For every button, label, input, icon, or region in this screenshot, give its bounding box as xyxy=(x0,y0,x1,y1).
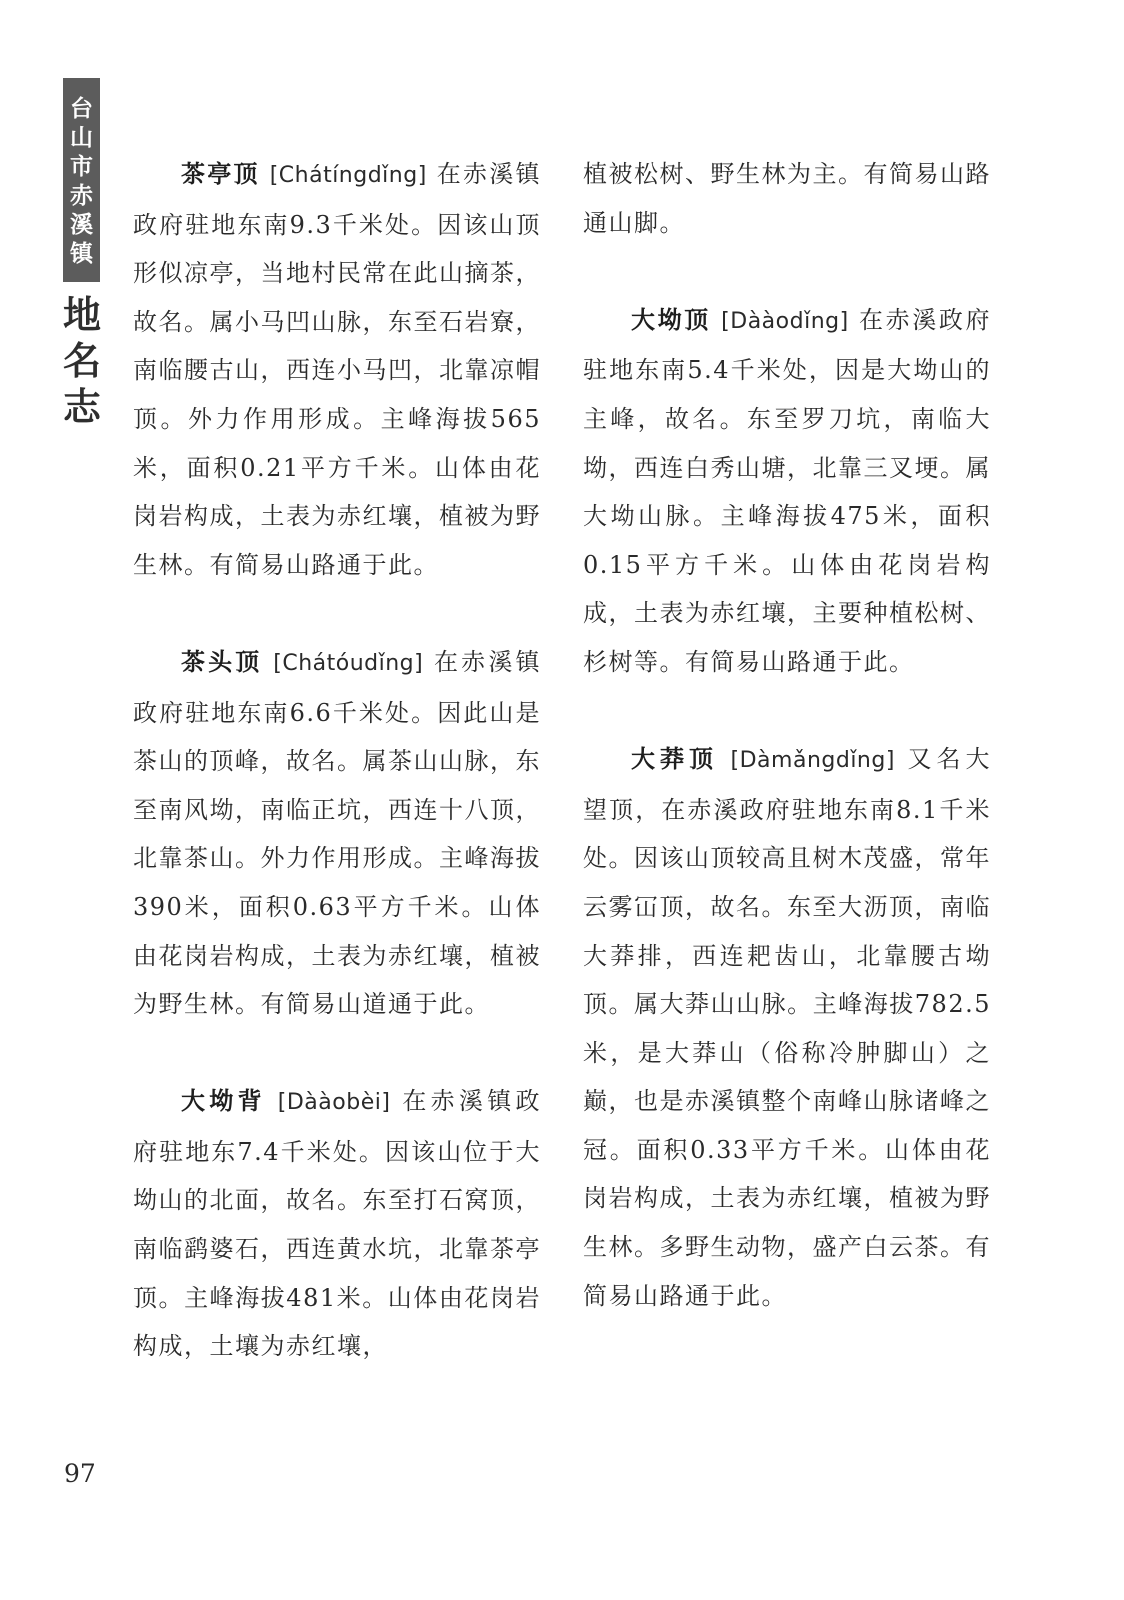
entry-pinyin: [Dààodǐng] xyxy=(721,308,849,334)
entry-chatingding xyxy=(133,150,541,589)
entry-text: 在赤溪镇政府驻地东7.4千米处。因该山位于大坳山的北面，故名。东至打石窝顶，南临鹞婆石，西连黄水坑，北靠茶亭顶。主峰海拔481米。山体由花岗岩构成，土壤为赤红壤， xyxy=(133,1087,541,1361)
entry-pinyin: [Dàmǎngdǐng] xyxy=(730,748,895,774)
entry-name: 大莽顶 xyxy=(631,744,718,774)
right-column xyxy=(583,150,991,1320)
entry-text: 植被松树、野生林为主。有简易山路通山脚。 xyxy=(583,160,991,237)
entry-pinyin: [Chátíngdǐng] xyxy=(269,163,427,188)
left-column xyxy=(133,150,541,1371)
entry-damangding xyxy=(583,735,991,1320)
entry-text: 在赤溪镇政府驻地东南6.6千米处。因此山是茶山的顶峰，故名。属茶山山脉，东至南风坳，南临正坑，西连十八顶，北靠茶山。外力作用形成。主峰海拔390米，面积0.63平方千米。山体由花岗岩构成，土表为赤红壤，植被为野生林。有简易山道通于此。 xyxy=(133,647,541,1019)
entry-pinyin: [Dààobèi] xyxy=(277,1090,391,1116)
book-title-tab: 台山市赤溪镇 xyxy=(63,78,100,282)
entry-text: 在赤溪镇政府驻地东南9.3千米处。因该山顶形似凉亭，当地村民常在此山摘茶，故名。属小马凹山脉，东至石岩寮，南临腰古山，西连小马凹，北靠凉帽顶。外力作用形成。主峰海拔565米，面积0.21平方千米。山体由花岗岩构成，土表为赤红壤，植被为野生林。有简易山路通于此。 xyxy=(133,160,541,579)
entry-text: 又名大望顶，在赤溪政府驻地东南8.1千米处。因该山顶较高且树木茂盛，常年云雾冚顶，故名。东至大沥顶，南临大莽排，西连耙齿山，北靠腰古坳顶。属大莽山山脉。主峰海拔782.5米，是大莽山（俗称冷肿脚山）之巅，也是赤溪镇整个南峰山脉诸峰之冠。面积0.33平方千米。山体由花岗岩构成，土表为赤红壤，植被为野生林。多野生动物，盛产白云茶。有简易山路通于此。 xyxy=(583,745,991,1310)
entry-name: 茶亭顶 xyxy=(181,159,260,188)
entry-daaobei-continued xyxy=(583,150,991,247)
entry-chatouding xyxy=(133,638,541,1029)
entry-name: 大坳背 xyxy=(181,1086,266,1116)
entry-name: 大坳顶 xyxy=(631,304,711,334)
entry-text: 在赤溪政府驻地东南5.4千米处，因是大坳山的主峰，故名。东至罗刀坑，南临大坳，西连白秀山塘，北靠三叉埂。属大坳山脉。主峰海拔475米，面积0.15平方千米。山体由花岗岩构成，土表为赤红壤，主要种植松树、杉树等。有简易山路通于此。 xyxy=(583,305,991,676)
entry-daaobei xyxy=(133,1077,541,1371)
entry-daaoding xyxy=(583,296,991,687)
entry-pinyin: [Chátóudǐng] xyxy=(273,650,424,676)
section-title: 地名志 xyxy=(62,293,101,429)
page-number: 97 xyxy=(64,1459,96,1488)
entry-name: 茶头顶 xyxy=(181,646,263,676)
